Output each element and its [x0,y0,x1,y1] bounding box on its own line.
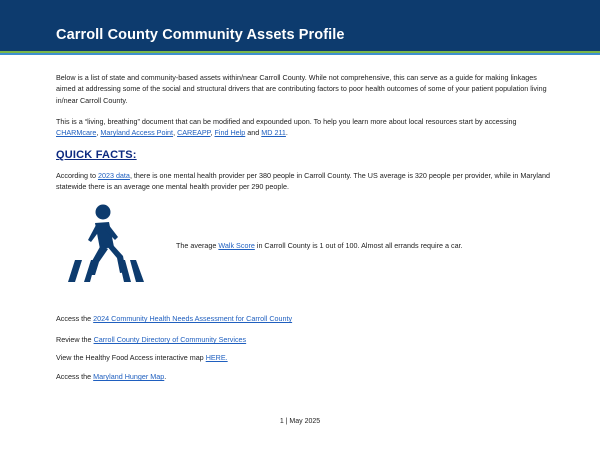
resource-item-chna [56,313,556,324]
healthy-food-map-link[interactable]: HERE. [205,353,228,362]
mental-health-fact [56,170,556,193]
page-title: Carroll County Community Assets Profile [56,27,345,43]
resource-item-directory [56,334,556,345]
resource-item-food-map [56,352,556,363]
resource-prefix: Access the [56,372,94,381]
careapp-link[interactable]: CAREAPP [177,128,211,138]
walk-score-fact [176,240,556,251]
chna-link[interactable]: 2024 Community Health Needs Assessment for Carroll County [93,314,293,323]
header-blue-stripe [0,53,600,55]
resource-suffix: . [164,372,167,381]
resource-prefix: Access the [56,314,94,323]
charmcare-link[interactable]: CHARMcare [56,128,97,138]
paragraph-end: . [285,128,288,138]
link-separator: , [96,128,101,138]
link-and: and [245,128,262,138]
quick-facts-heading: QUICK FACTS: [56,149,137,161]
link-separator: , [173,128,178,138]
header-bar [0,0,600,51]
fact2-suffix: in Carroll County is 1 out of 100. Almost all errands require a car. [254,241,463,250]
fact1-suffix: , there is one mental health provider per 380 people in Carroll County. The US average is 320 people per provider, while in Maryland statewide there is an average one mental health provider per 290 people. [56,171,550,192]
walking-person-icon [62,203,148,283]
walk-score-link[interactable]: Walk Score [218,241,255,250]
page-footer: 1 | May 2025 [279,418,321,425]
resources-paragraph-prefix: This is a “living, breathing” document that can be modified and expounded upon. To help you learn more about local resources start by accessing [56,117,517,126]
fact2-prefix: The average [176,241,219,250]
resources-paragraph [56,116,556,139]
resource-prefix: Review the [56,335,94,344]
maryland-access-point-link[interactable]: Maryland Access Point [100,128,174,138]
resource-prefix: View the Healthy Food Access interactive map [56,353,206,362]
fact1-prefix: According to [56,171,98,180]
resource-item-hunger-map [56,371,556,382]
2023-data-link[interactable]: 2023 data [97,171,130,180]
link-separator: , [210,128,215,138]
md-211-link[interactable]: MD 211 [261,128,286,138]
maryland-hunger-map-link[interactable]: Maryland Hunger Map [93,372,165,381]
community-services-directory-link[interactable]: Carroll County Directory of Community Services [93,335,247,344]
intro-paragraph: Below is a list of state and community-based assets within/near Carroll County. While not comprehensive, this can serve as a guide for making linkages aimed at addressing some of the social and structural drivers that are contributing factors to poor health outcomes of some of your patient population living in/near Carroll County. [56,73,547,105]
find-help-link[interactable]: Find Help [214,128,246,138]
